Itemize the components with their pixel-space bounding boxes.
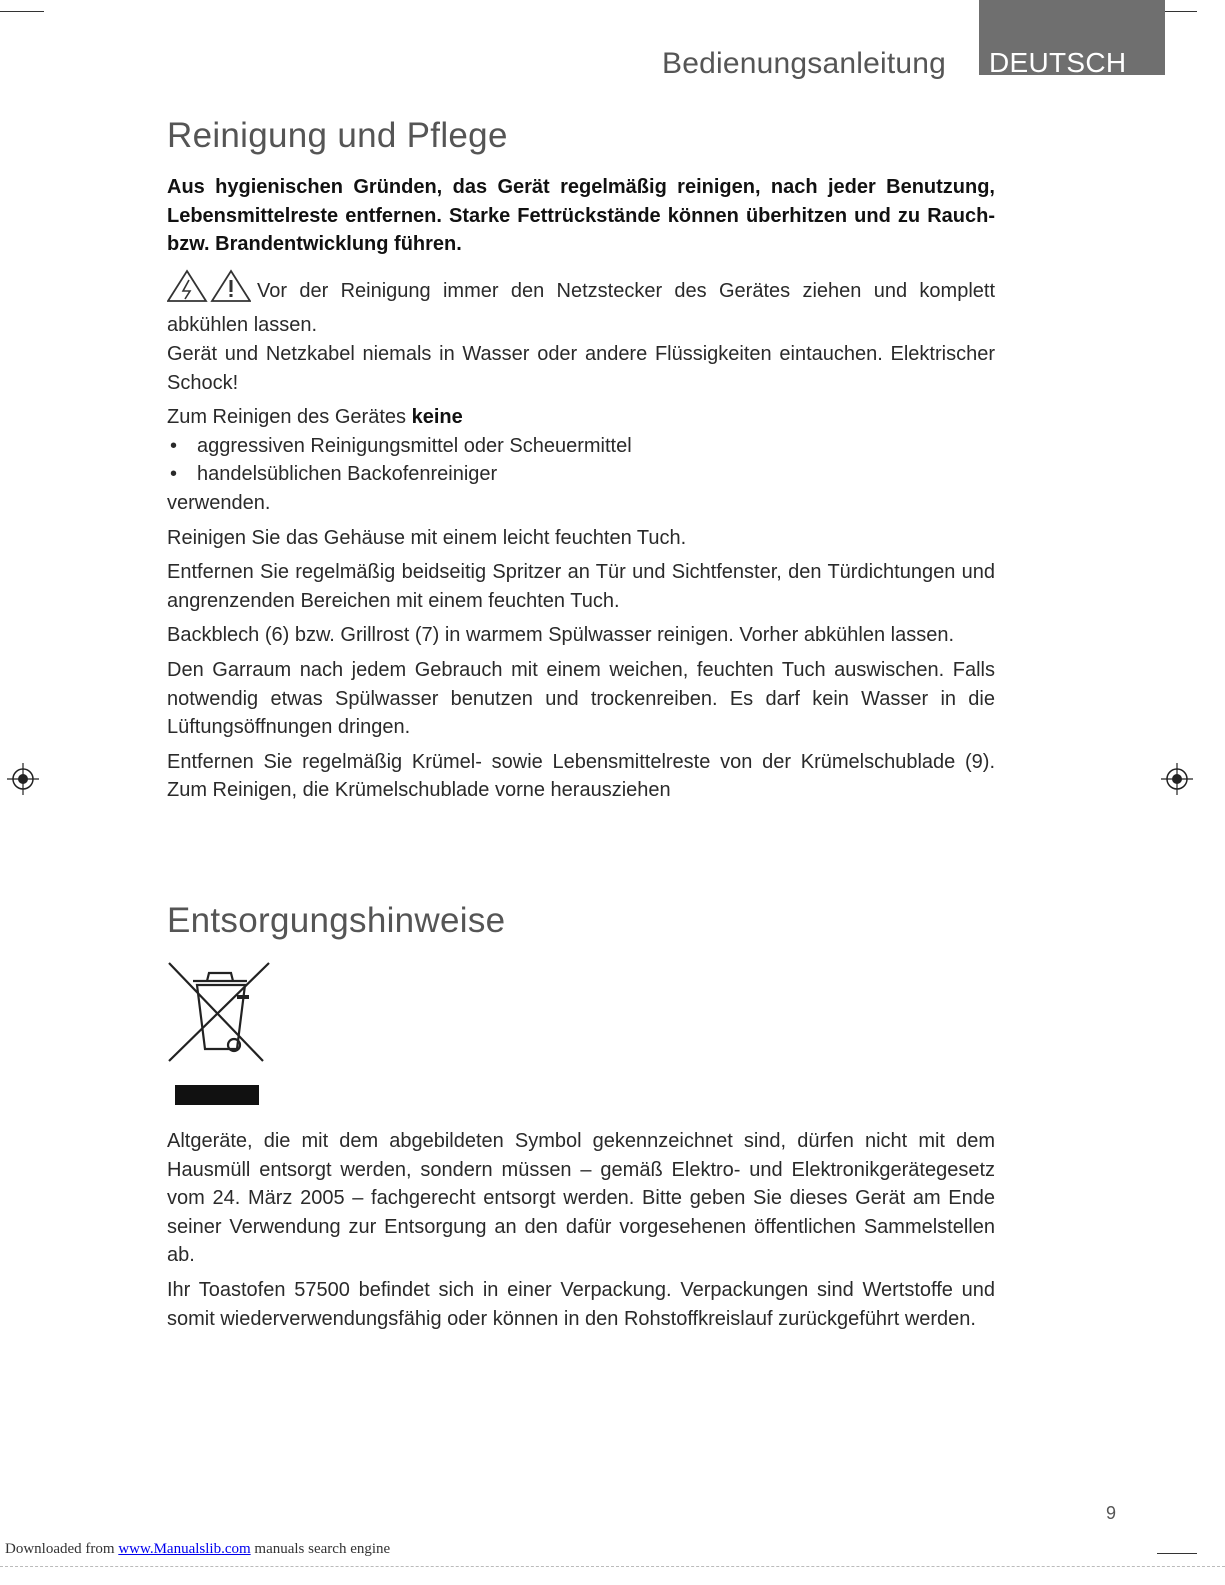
unplug-warning-text: Vor der Reinigung immer den Netzstecker des Gerätes ziehen und komplett abkühlen lassen. [167,279,995,337]
no-use-suffix: verwenden. [167,491,271,514]
footer-prefix: Downloaded from [5,1541,115,1557]
page-number: 9 [1106,1503,1117,1523]
list-item: • aggressiven Reinigungsmittel oder Scheuermittel [167,432,995,461]
cleaning-intro: Aus hygienischen Gründen, das Gerät regelmäßig reinigen, nach jeder Benutzung, Lebensmittelreste entfernen. Starke Fettrückstände können überhitzen und zu Rauch- bzw. Brandentwicklung führen. [167,176,995,256]
door-instruction: Entfernen Sie regelmäßig beidseitig Spritzer an Tür und Sichtfenster, den Türdichtungen und angrenzenden Bereichen mit einem feuchten Tuch. [167,561,995,612]
warning-icons [167,269,251,312]
registration-mark-icon [7,763,39,795]
disposal-title: Entsorgungshinweise [167,901,506,940]
no-use-keyword: keine [411,406,463,429]
list-item: • handelsüblichen Backofenreiniger [167,460,995,489]
cleaning-section [167,116,995,805]
crossed-out-wheelie-bin-icon [167,961,277,1111]
bullet-icon: • [170,434,178,457]
language-label: DEUTSCH [989,47,1127,78]
divider [0,1566,1225,1567]
crop-mark [0,11,44,12]
registration-mark-icon [1161,763,1193,795]
bullet-icon: • [170,463,178,486]
crumb-instruction: Entfernen Sie regelmäßig Krümel- sowie Lebensmittelreste von der Krümelschublade (9). Zum Reinigen, die Krümelschublade vorne herausziehen [167,750,995,802]
manualslib-link[interactable]: www.Manualslib.com [118,1541,251,1557]
disposal-paragraph-1: Altgeräte, die mit dem abgebildeten Symbol gekennzeichnet sind, dürfen nicht mit dem Hausmüll entsorgt werden, sondern müssen – gemäß Elektro- und Elektronikgerätegesetz vom 24. März 2005 – fachgerecht entsorgt werden. Bitte geben Sie dieses Gerät am Ende seiner Verwendung zur Entsorgung an den dafür vorgesehenen öffentlichen Sammelstellen ab. [167,1130,995,1267]
download-footer [5,1541,390,1558]
cavity-instruction: Den Garraum nach jedem Gebrauch mit einem weichen, feuchten Tuch auswischen. Falls notwendig etwas Spülwasser benutzen und trockenreiben. Es darf kein Wasser in die Lüftungsöffnungen dringen. [167,658,995,739]
language-tab [979,0,1165,78]
housing-instruction: Reinigen Sie das Gehäuse mit einem leicht feuchten Tuch. [167,526,687,549]
unplug-warning [167,269,995,340]
electric-shock-warning-icon [167,269,251,303]
disposal-paragraph-2: Ihr Toastofen 57500 befindet sich in einer Verpackung. Verpackungen sind Wertstoffe und somit wiederverwendungsfähig oder können in den Rohstoffkreislauf zurückgeführt werden. [167,1278,995,1330]
water-warning: Gerät und Netzkabel niemals in Wasser oder andere Flüssigkeiten eintauchen. Elektrischer Schock! [167,342,995,394]
cleaning-title: Reinigung und Pflege [167,116,508,155]
footer-suffix: manuals search engine [254,1541,391,1557]
no-use-prefix: Zum Reinigen des Gerätes [167,406,407,429]
weee-symbol [167,961,277,1111]
no-use-list [167,432,995,489]
crop-mark [1157,1553,1197,1554]
no-use-intro [167,403,995,432]
tray-instruction: Backblech (6) bzw. Grillrost (7) in warmem Spülwasser reinigen. Vorher abkühlen lassen. [167,624,955,647]
disposal-section [167,901,995,1333]
document-type-label: Bedienungsanleitung [662,47,947,80]
